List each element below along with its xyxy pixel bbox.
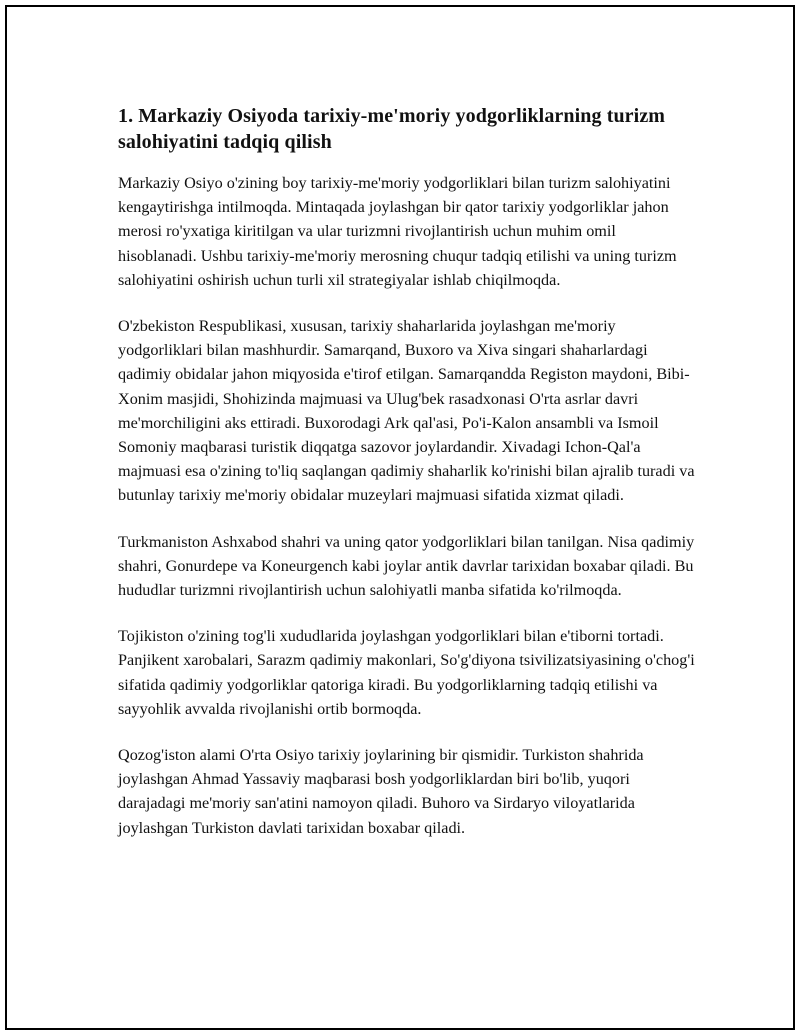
- document-body: [118, 103, 698, 862]
- paragraph-turkmenistan: Turkmaniston Ashxabod shahri va uning qator yodgorliklari bilan tanilgan. Nisa qadimiy shahri, Gonurdepe va Koneurgench kabi joylar antik davrlar tarixidan boxabar qiladi. Bu hududlar turizmni rivojlantirish uchun salohiyatli manba sifatida ko'rilmoqda.: [118, 532, 695, 600]
- paragraph-tajikistan: Tojikiston o'zining tog'li xududlarida joylashgan yodgorliklari bilan e'tiborni tortadi. Panjikent xarobalari, Sarazm qadimiy makonlari, So'g'diyona tsivilizatsiyasining o'chog'i sifatida qadimiy yodgorliklar qatoriga kiradi. Bu yodgorliklarning tadqiq etilishi va sayyohlik avvalda rivojlanishi ortib bormoqda.: [118, 627, 695, 718]
- section-heading: 1. Markaziy Osiyoda tarixiy-me'moriy yodgorliklarning turizm salohiyatini tadqiq qilish: [118, 105, 666, 153]
- paragraph-kazakhstan: Qozog'iston alami O'rta Osiyo tarixiy joylarining bir qismidir. Turkiston shahrida joylashgan Ahmad Yassaviy maqbarasi bosh yodgorliklardan biri bo'lib, yuqori darajadagi me'moriy san'atini namoyon qiladi. Buhoro va Sirdaryo viloyatlarida joylashgan Turkiston davlati tarixidan boxabar qiladi.: [118, 746, 644, 837]
- paragraph-overview: Markaziy Osiyo o'zining boy tarixiy-me'moriy yodgorliklari bilan turizm salohiyatini kengaytirishga intilmoqda. Mintaqada joylashgan bir qator tarixiy yodgorliklar jahon merosi ro'yxatiga kiritilgan va ular turizmni rivojlantirish uchun muhim omil hisoblanadi. Ushbu tarixiy-me'moriy merosning chuqur tadqiq etilishi va uning turizm salohiyatini oshirish uchun turli xil strategiyalar ishlab chiqilmoqda.: [118, 174, 677, 289]
- page-frame: [5, 5, 795, 1030]
- paragraph-uzbekistan: O'zbekiston Respublikasi, xususan, tarixiy shaharlarida joylashgan me'moriy yodgorliklari bilan mashhurdir. Samarqand, Buxoro va Xiva singari shaharlardagi qadimiy obidalar jahon miqyosida e'tirof etilgan. Samarqandda Registon maydoni, Bibi-Xonim masjidi, Shohizinda majmuasi va Ulug'bek rasadxonasi O'rta asrlar davri me'morchiligini aks ettiradi. Buxorodagi Ark qal'asi, Po'i-Kalon ansambli va Ismoil Somoniy maqbarasi turistik diqqatga sazovor joylardandir. Xivadagi Ichon-Qal'a majmuasi esa o'zining to'liq saqlangan qadimiy shaharlik ko'rinishi bilan ajralib turadi va butunlay tarixiy me'moriy obidalar muzeylari majmuasi sifatida xizmat qiladi.: [118, 317, 695, 505]
